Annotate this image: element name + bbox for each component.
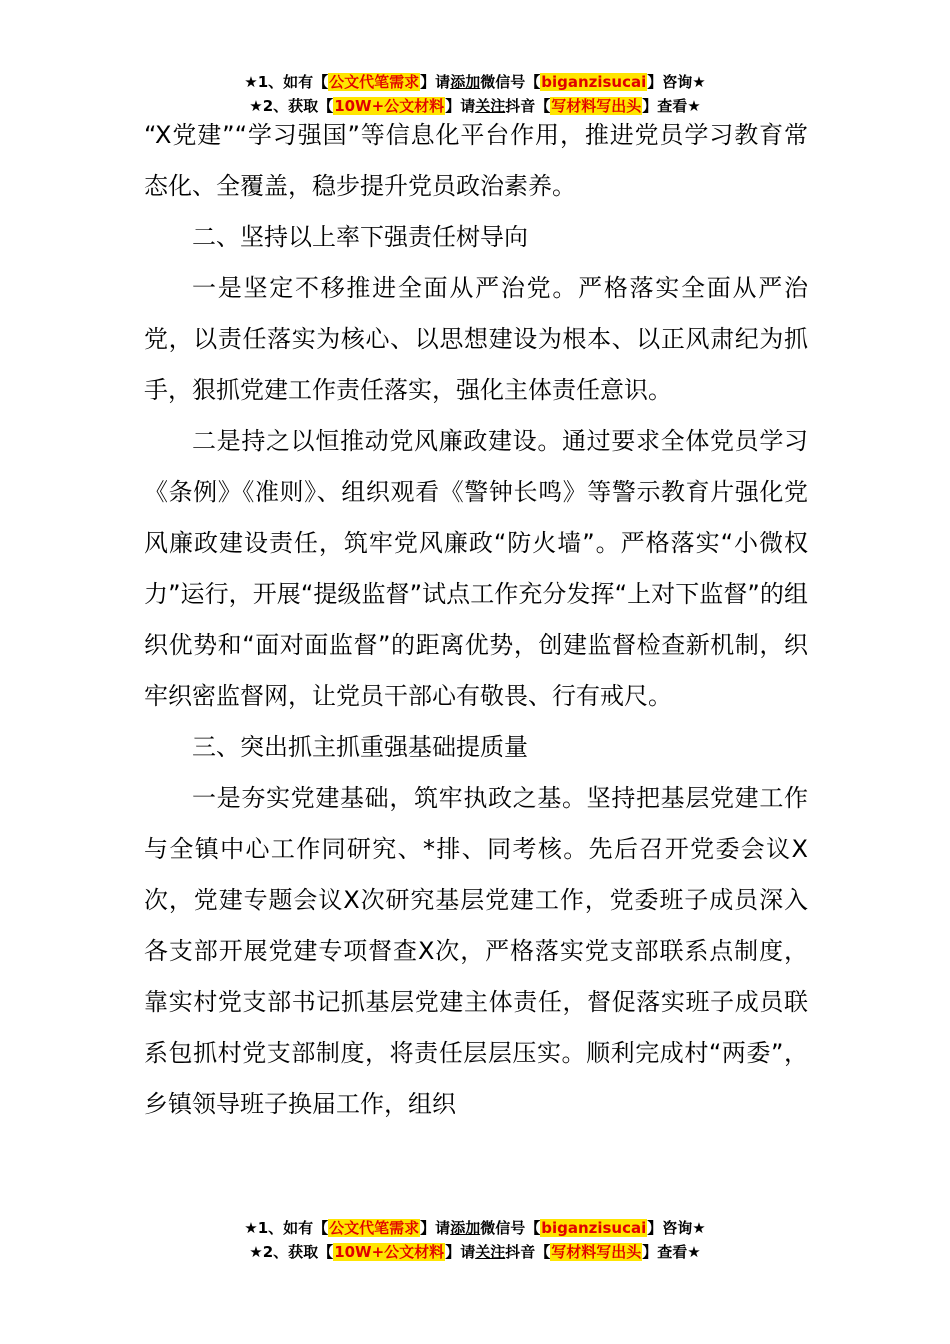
document-body: [144, 110, 808, 1130]
paragraph: 二是持之以恒推动党风廉政建设。通过要求全体党员学习《条例》《准则》、组织观看《警钟长鸣》等警示教育片强化党风廉政建设责任，筑牢党风廉政“防火墙”。严格落实“小微权力”运行，开展“提级监督”试点工作充分发挥“上对下监督”的组织优势和“面对面监督”的距离优势，创建监督检查新机制，织牢织密监督网，让党员干部心有敬畏、行有戒尺。: [144, 427, 808, 710]
banner-line-2: ★2、获取【10W+公文材料】请关注抖音【写材料写出头】查看★: [249, 97, 701, 115]
banner-line-1: ★1、如有【公文代笔需求】请添加微信号【biganzisucai】咨询★: [244, 73, 706, 91]
banner-line-1: ★1、如有【公文代笔需求】请添加微信号【biganzisucai】咨询★: [244, 1219, 706, 1237]
banner-line-2: ★2、获取【10W+公文材料】请关注抖音【写材料写出头】查看★: [249, 1243, 701, 1261]
paragraph: 一是坚定不移推进全面从严治党。严格落实全面从严治党，以责任落实为核心、以思想建设为根本、以正风肃纪为抓手，狠抓党建工作责任落实，强化主体责任意识。: [144, 274, 808, 404]
highlight-douyin: 写材料写出头: [551, 97, 642, 115]
section-heading-3: 三、突出抓主抓重强基础提质量: [192, 733, 528, 761]
highlight-ghostwriting: 公文代笔需求: [329, 73, 420, 91]
highlight-wechat-id: biganzisucai: [541, 1219, 647, 1237]
highlight-materials: 10W+公文材料: [334, 97, 445, 115]
highlight-wechat-id: biganzisucai: [541, 73, 647, 91]
highlight-ghostwriting: 公文代笔需求: [329, 1219, 420, 1237]
section-heading-2: 二、坚持以上率下强责任树导向: [192, 223, 528, 251]
highlight-materials: 10W+公文材料: [334, 1243, 445, 1261]
paragraph: 一是夯实党建基础，筑牢执政之基。坚持把基层党建工作与全镇中心工作同研究、*排、同考核。先后召开党委会议X次，党建专题会议X次研究基层党建工作，党委班子成员深入各支部开展党建专项督查X次，严格落实党支部联系点制度，靠实村党支部书记抓基层党建主体责任，督促落实班子成员联系包抓村党支部制度，将责任层层压实。顺利完成村“两委”，乡镇领导班子换届工作，组织: [144, 784, 808, 1118]
paragraph-continuation: “X党建”“学习强国”等信息化平台作用，推进党员学习教育常态化、全覆盖，稳步提升党员政治素养。: [144, 121, 808, 200]
footer-banner: [0, 1216, 950, 1264]
highlight-douyin: 写材料写出头: [551, 1243, 642, 1261]
